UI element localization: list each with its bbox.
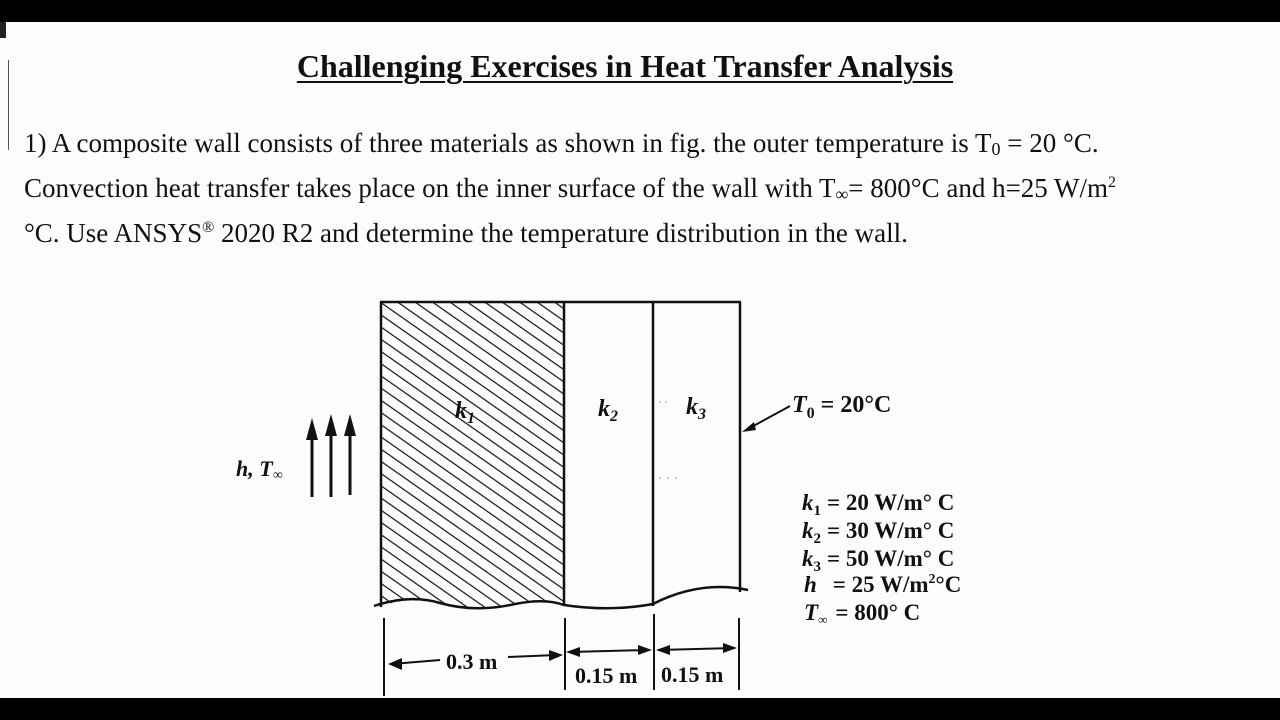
dimension-k3: 0.15 m	[661, 662, 724, 687]
k1-label: $k_1$	[455, 398, 475, 427]
property-tinf: T∞ = 800° C	[804, 600, 921, 627]
convection-label: h, T∞	[236, 456, 283, 483]
dimension-k2: 0.15 m	[575, 663, 638, 688]
problem-number: 1)	[24, 128, 47, 158]
k2-label: $k_2$	[598, 396, 618, 425]
dimension-k1: 0.3 m	[446, 649, 498, 674]
scan-dots	[659, 401, 677, 479]
property-k1: $k_1 = 20$ W/m° C	[802, 490, 955, 519]
k1-layer	[382, 303, 563, 613]
problem-line-3: °C. Use ANSYS® 2020 R2 and determine the temperature distribution in the wall.	[24, 218, 908, 248]
property-list	[802, 490, 961, 627]
problem-line-2: Convection heat transfer takes place on the inner surface of the wall with T∞= 800°C and h=25 $W/m^2$	[24, 173, 1117, 204]
property-k2: $k_2 = 30$ W/m° C	[802, 518, 955, 547]
k3-label: $k_3$	[686, 394, 706, 423]
outer-temperature-arrow	[742, 406, 790, 432]
property-h: h = 25 $W/m^2^\circ C$	[804, 572, 962, 597]
property-k3: $k_3 = 50$ W/m° C	[802, 546, 955, 575]
outer-temperature-label: $T_0 = 20^\circ C$	[792, 392, 892, 422]
page-title: Challenging Exercises in Heat Transfer Analysis	[296, 48, 954, 84]
convection-arrows	[306, 414, 356, 497]
problem-line-1: 1) A composite wall consists of three materials as shown in fig. the outer temperature is T0 = 20 °C.	[24, 128, 1099, 159]
